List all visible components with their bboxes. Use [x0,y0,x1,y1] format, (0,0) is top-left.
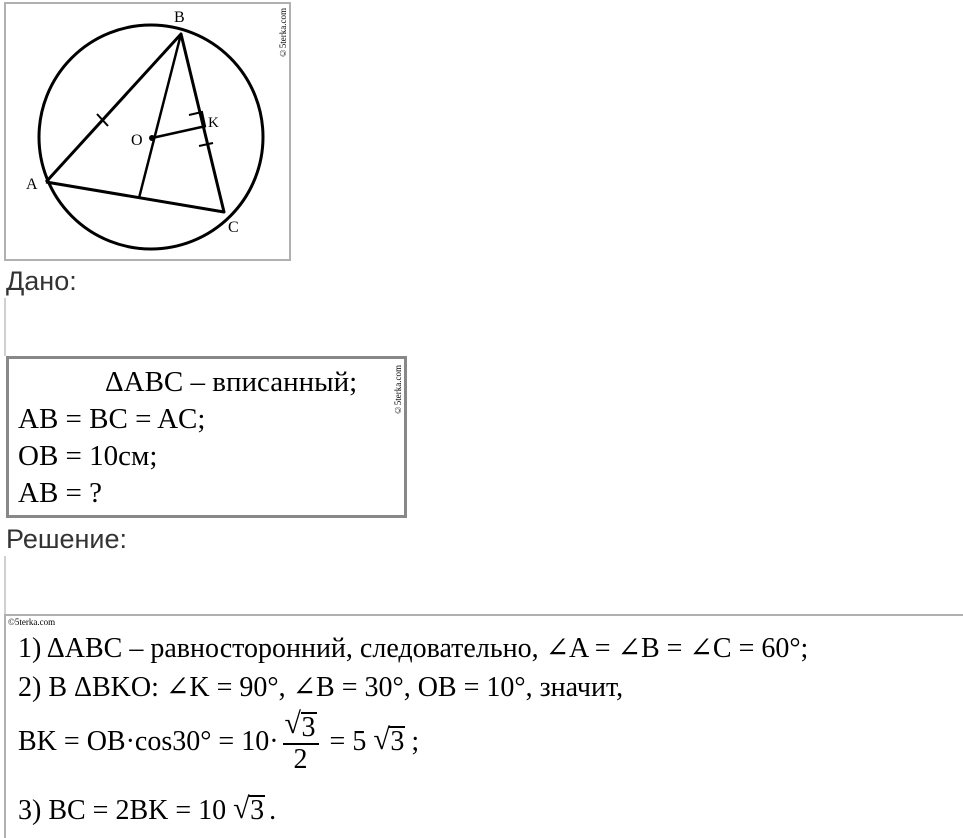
label-o: O [131,132,143,149]
bk-formula-mid: = 5 [329,726,367,757]
point-o [149,135,155,141]
divider-left-2 [4,556,6,616]
bk-formula-lead: BK = OB·cos30° = 10· [18,726,279,757]
label-k: K [208,115,219,131]
solution-line-2: 2) В ΔBKO: ∠K = 90°, ∠B = 30°, OB = 10°, значит, [18,672,624,703]
solution-line-3 [18,708,419,776]
label-a: A [26,176,38,193]
segment-ok [152,126,206,138]
given-watermark: ©5terka.com [393,365,403,416]
figure-watermark: ©5terka.com [278,8,288,59]
given-heading: Дано: [6,266,77,296]
fraction-denominator: 2 [293,744,308,776]
triangle-abc [46,34,224,212]
bc-formula-tail: . [269,795,277,826]
bk-formula-tail: ; [411,726,420,757]
solution-line-1: 1) ΔABC – равносторонний, следовательно, ∠A = ∠B = ∠C = 60°; [18,633,809,664]
given-line-3: OB = 10см; [18,440,158,472]
sqrt-result: √ 3 [373,723,405,757]
sqrt-numerator: √ 3 [284,707,316,744]
triangle-circle-diagram [6,4,289,259]
label-c: C [228,219,239,236]
sqrt-bc: √ 3 [233,792,265,826]
solution-heading: Решение: [6,524,128,554]
label-b: B [174,9,185,26]
divider-left-1 [4,298,6,356]
given-line-4: AB = ? [18,477,103,509]
given-box [6,356,407,518]
figure-frame [4,2,291,261]
given-line-2: AB = BC = AC; [18,403,206,435]
solution-box [4,614,963,838]
fraction-sqrt3-over-2 [283,707,319,776]
given-line-1: ΔABC – вписанный; [105,366,358,398]
bc-formula-lead: 3) BC = 2BK = 10 [18,795,227,826]
solution-watermark: ©5terka.com [8,617,56,627]
solution-line-4 [18,794,276,828]
